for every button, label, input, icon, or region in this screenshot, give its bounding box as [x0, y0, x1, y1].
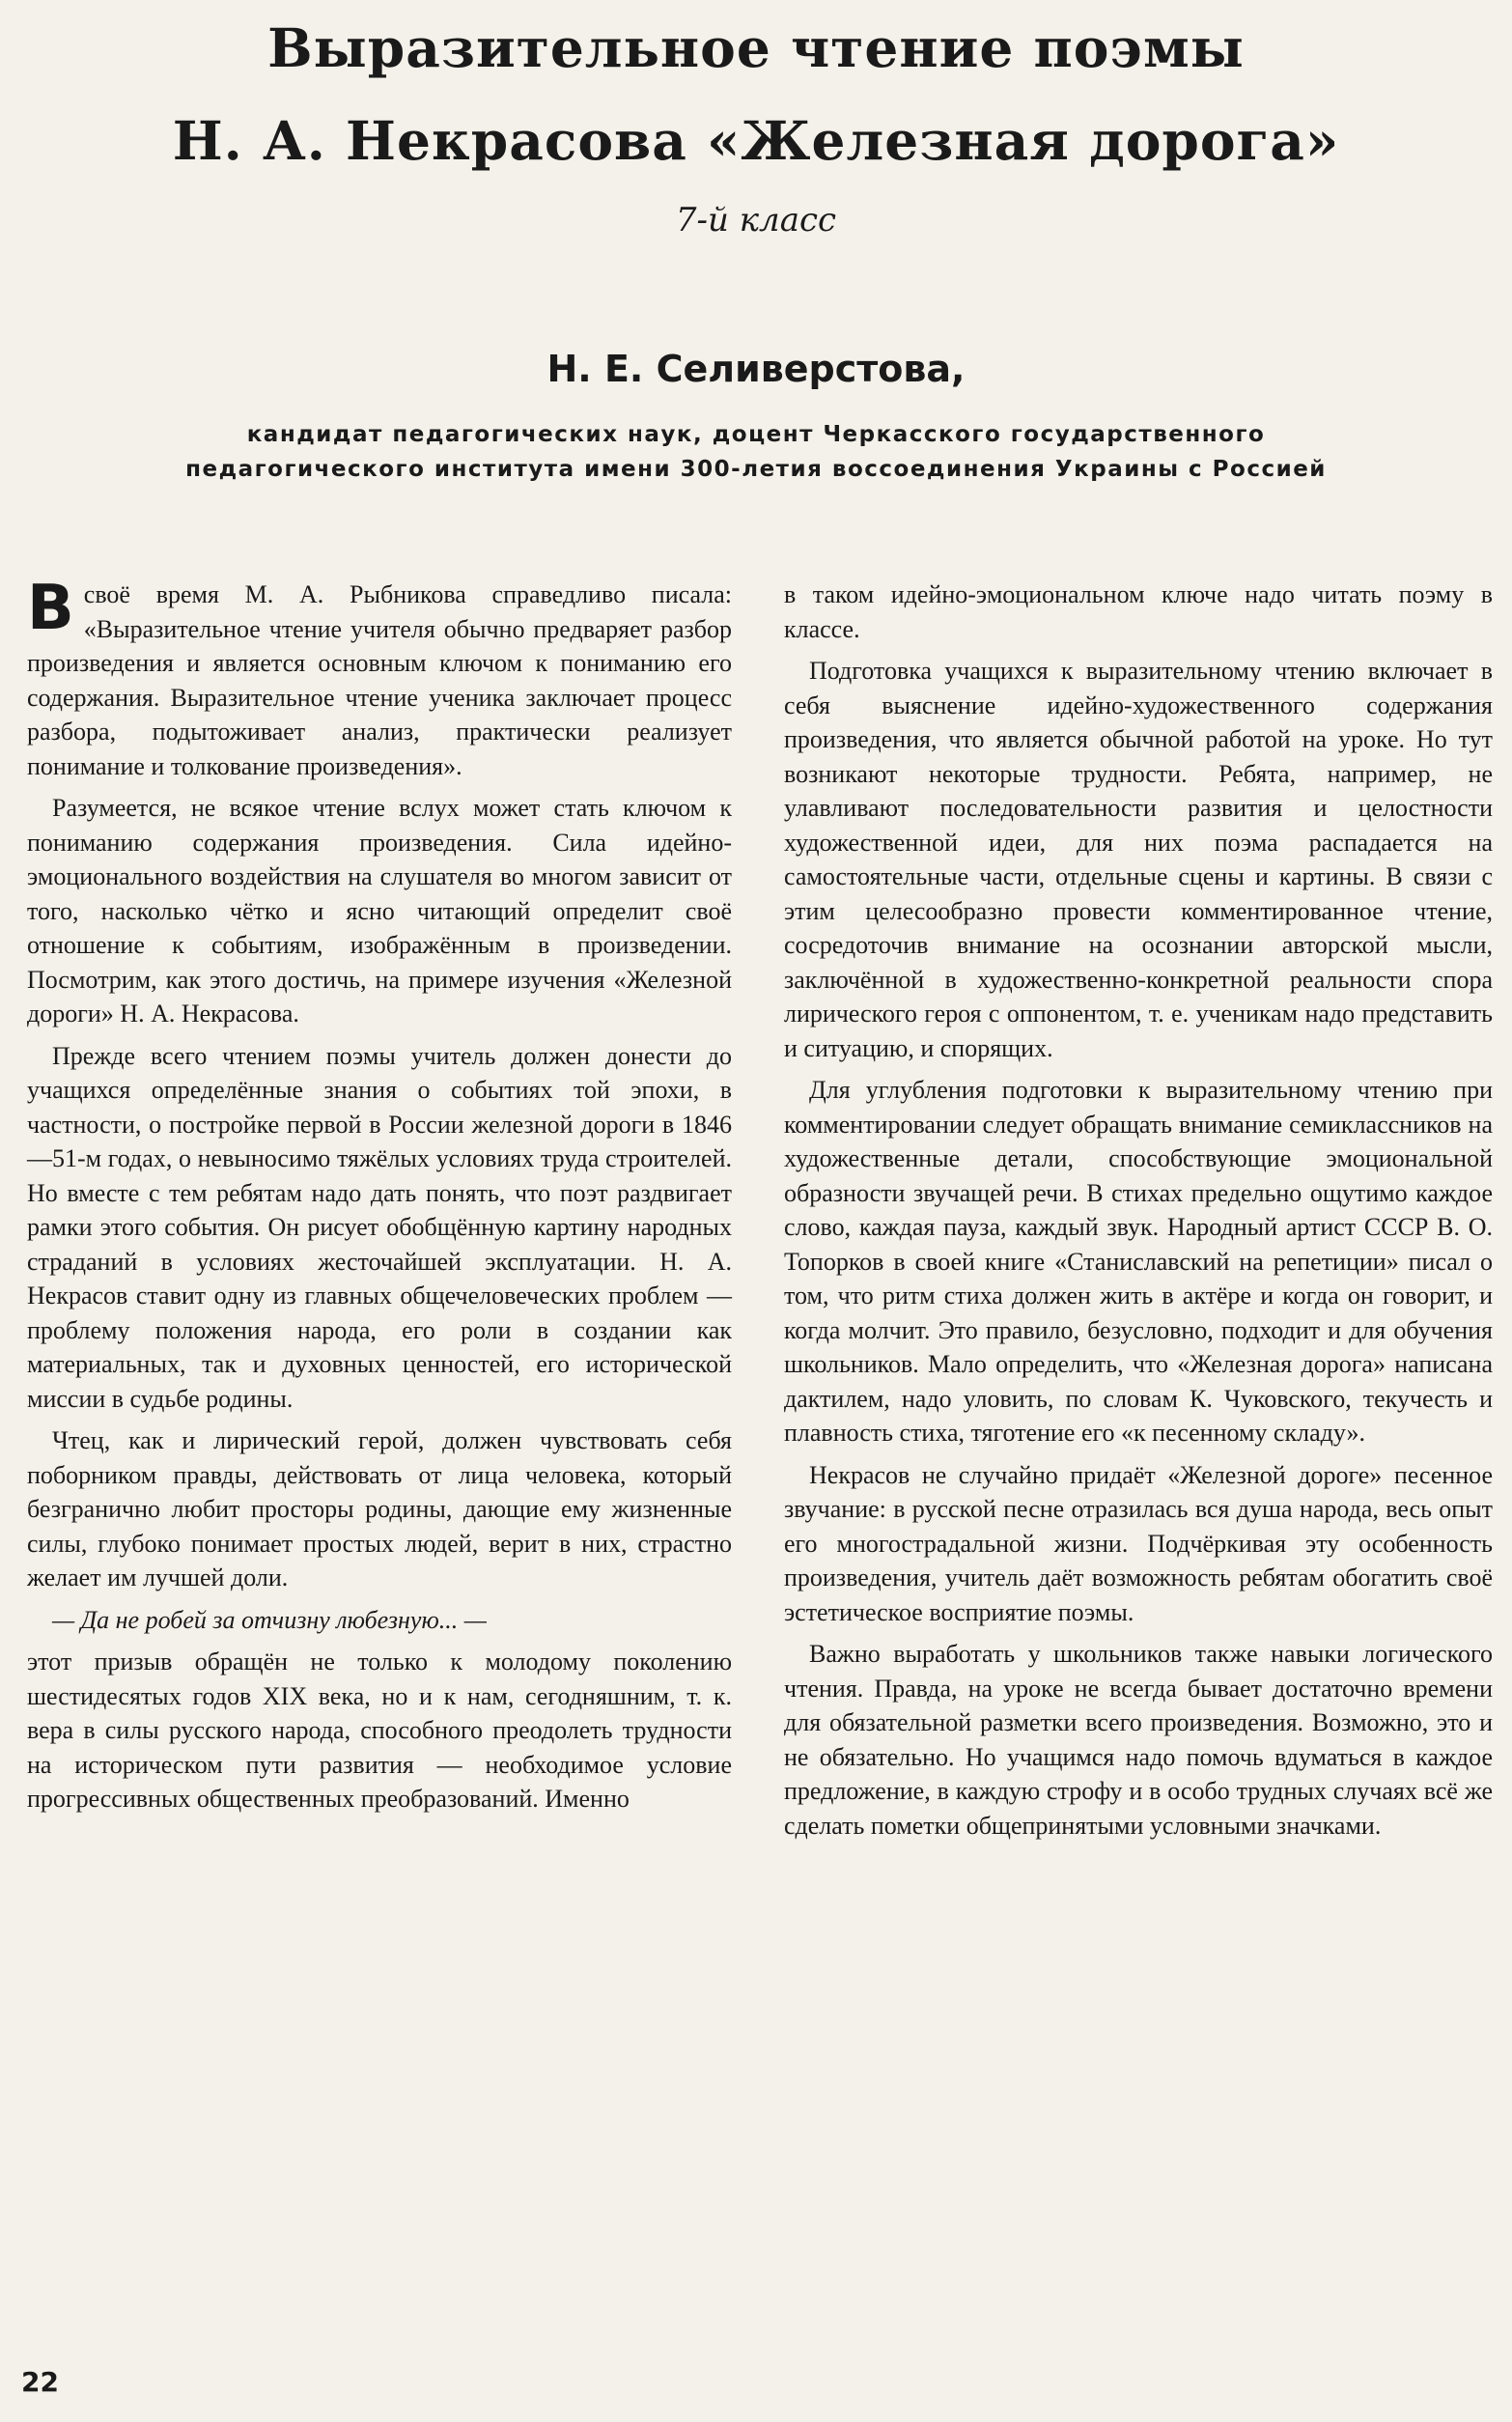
right-paragraph-3: Для углубления подготовки к выразительному чтению при комментировании следует обращать внимание семиклассников на художественные детали, способствующие эмоциональной образности звучащей речи. В стихах предельно ощутимо каждое слово, каждая пауза, каждый звук. Народный артист СССР В. О. Топорков в своей книге «Станиславский на репетиции» писал о том, что ритм стиха должен жить в актёре и когда он говорит, и когда молчит. Это правило, безусловно, подходит и для обучения школьников. Мало определить, что «Железная дорога» написана дактилем, надо уловить, по словам К. Чуковского, текучесть и плавность стиха, тяготение его «к песенному складу».: [784, 1076, 1493, 1447]
left-paragraph-2: Разумеется, не всякое чтение вслух может стать ключом к пониманию содержания произведения. Сила идейно-эмоционального воздействия на слушателя во многом зависит от того, насколько чётко и ясно читающий определит своё отношение к событиям, изображённым в произведении. Посмотрим, как этого достичь, на примере изучения «Железной дороги» Н. А. Некрасова.: [27, 794, 732, 1028]
drop-cap: В: [27, 573, 74, 644]
right-paragraph-4: Некрасов не случайно придаёт «Железной дороге» песенное звучание: в русской песне отразилась вся душа народа, весь опыт его многострадальной жизни. Подчёркивая эту особенность произведения, учитель даёт возможность ребятам обогатить своё эстетическое восприятие поэмы.: [784, 1460, 1493, 1626]
left-column: [27, 573, 732, 1824]
page-number: 22: [21, 2366, 59, 2398]
right-paragraph-2: Подготовка учащихся к выразительному чтению включает в себя выяснение идейно-художественного содержания произведения, что является обычной работой на уроке. Но тут возникают некоторые трудности. Ребята, например, не улавливают последовательности развития и целостности художественной идеи, для них поэма распадается на самостоятельные части, отдельные сцены и картины. В связи с этим целесообразно провести комментированное чтение, сосредоточив внимание на осознании авторской мысли, заключённой в художественно-конкретной реальности спора лирического героя с оппонентом, т. е. ученикам надо представить и ситуацию, и спорящих.: [784, 657, 1493, 1062]
article-title-line2: Н. А. Некрасова «Железная дорога»: [172, 109, 1340, 172]
right-paragraph-5: Важно выработать у школьников также навыки логического чтения. Правда, на уроке не всегда бывает достаточно времени для обязательной разметки всего произведения. Возможно, это и не обязательно. Но учащимся надо помочь вдуматься в каждое предложение, в каждую строфу и в особо трудных случаях всё же сделать пометки общепринятыми условными значками.: [784, 1640, 1493, 1840]
poem-quote: — Да не робей за отчизну любезную... —: [52, 1605, 487, 1634]
author-affiliation: [0, 417, 1512, 487]
left-paragraph-3: Прежде всего чтением поэмы учитель должен донести до учащихся определённые знания о событиях той эпохи, в частности, о постройке первой в России железной дороги в 1846—51-м годах, о невыносимо тяжёлых условиях труда строителей. Но вместе с тем ребятам надо дать понять, что поэт раздвигает рамки этого события. Он рисует обобщённую картину народных страданий в условиях жесточайшей эксплуатации. Н. А. Некрасов ставит одну из главных общечеловеческих проблем — проблему положения народа, его роли в создании как материальных, так и духовных ценностей, его исторической миссии в судьбе родины.: [27, 1041, 732, 1413]
right-paragraph-1: в таком идейно-эмоциональном ключе надо читать поэму в классе.: [784, 580, 1493, 643]
article-subtitle: 7-й класс: [675, 201, 837, 239]
author-name: Н. Е. Селиверстова,: [546, 348, 966, 390]
affiliation-line1: кандидат педагогических наук, доцент Черкасского государственного: [246, 422, 1266, 447]
left-paragraph-5: этот призыв обращён не только к молодому поколению шестидесятых годов XIX века, но и к нам, сегодняшним, т. к. вера в силы русского народа, способного преодолеть трудности на историческом пути развития — необходимое условие прогрессивных общественных преобразований. Именно: [27, 1648, 732, 1813]
article-title: [0, 2, 1512, 187]
affiliation-line2: педагогического института имени 300-летия воссоединения Украины с Россией: [185, 457, 1327, 482]
left-paragraph-4: Чтец, как и лирический герой, должен чувствовать себя поборником правды, действовать от лица человека, который безгранично любит просторы родины, дающие ему жизненные силы, глубоко понимает простых людей, верит в них, страстно желает им лучшей доли.: [27, 1426, 732, 1591]
right-column: [784, 577, 1493, 1850]
article-title-line1: Выразительное чтение поэмы: [267, 16, 1245, 79]
left-paragraph-1: [27, 573, 732, 783]
left-paragraph-1-text: своё время М. А. Рыбникова справедливо писала: «Выразительное чтение учителя обычно предваряет разбор произведения и является основным ключом к пониманию его содержания. Выразительное чтение ученика заключает процесс разбора, подытоживает анализ, практически реализует понимание и толкование произведения».: [27, 580, 732, 780]
